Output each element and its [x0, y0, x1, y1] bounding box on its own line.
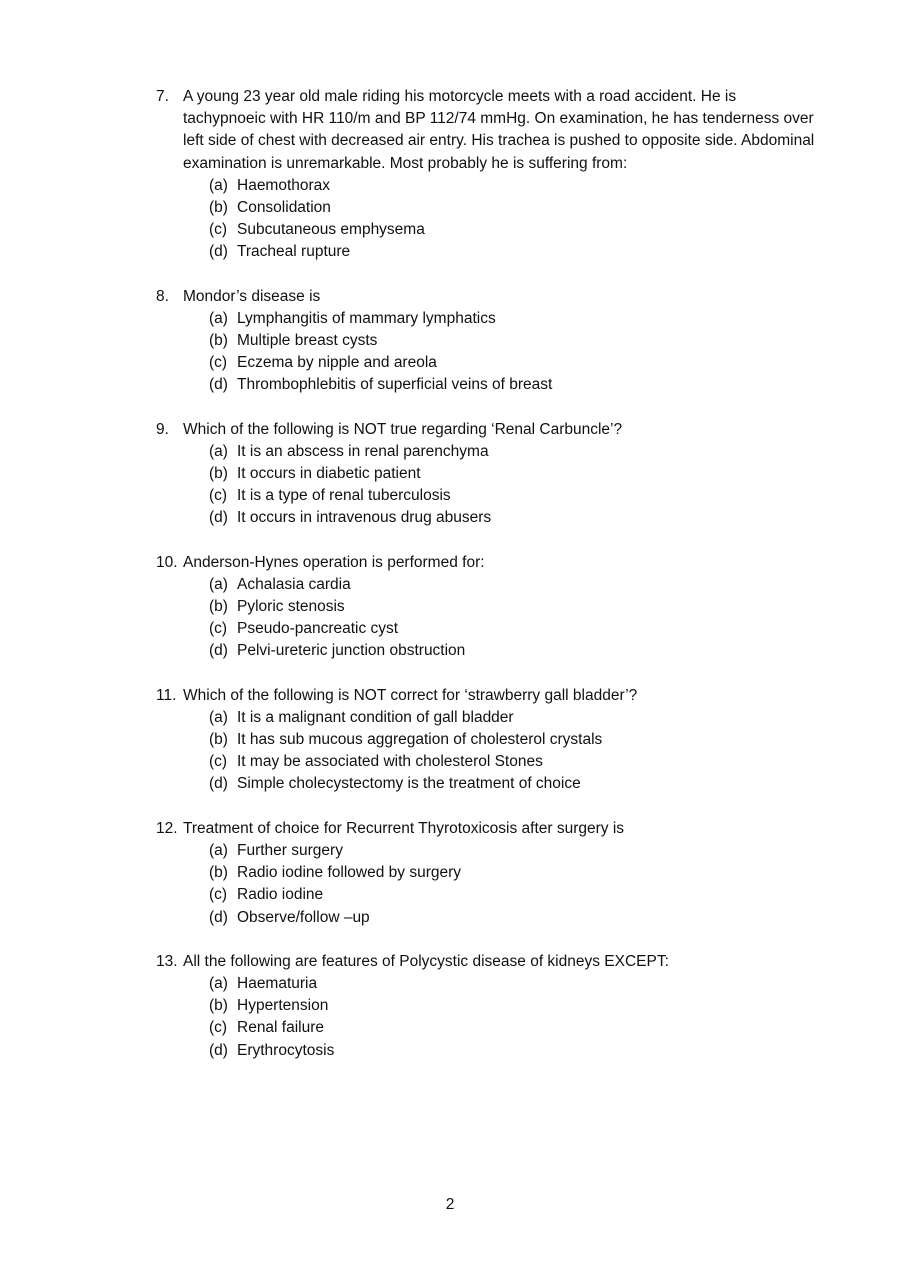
option-label: (c) [209, 620, 228, 638]
question-list [156, 86, 816, 1084]
option-a [209, 840, 816, 862]
option-text: Tracheal rupture [237, 243, 351, 261]
option-d [209, 907, 816, 929]
option-label: (b) [209, 199, 228, 217]
option-text: Erythrocytosis [237, 1041, 335, 1059]
option-list [156, 707, 816, 796]
option-c [209, 352, 816, 374]
option-label: (d) [209, 775, 228, 793]
option-label: (b) [209, 465, 228, 483]
option-c [209, 219, 816, 241]
question-number: 11. [156, 686, 177, 704]
option-label: (c) [209, 886, 228, 904]
option-label: (b) [209, 997, 228, 1015]
option-list [156, 308, 816, 397]
option-d [209, 374, 816, 396]
option-text: It occurs in intravenous drug abusers [237, 509, 492, 527]
question-stem [156, 286, 816, 308]
option-list [156, 441, 816, 530]
option-text: It may be associated with cholesterol Stones [237, 753, 543, 771]
option-b [209, 463, 816, 485]
option-list [156, 574, 816, 663]
question-text: Treatment of choice for Recurrent Thyrotoxicosis after surgery is [183, 819, 625, 837]
option-label: (d) [209, 376, 228, 394]
option-text: It has sub mucous aggregation of cholesterol crystals [237, 731, 603, 749]
question-text: Which of the following is NOT true regarding ‘Renal Carbuncle’? [183, 420, 623, 438]
question-11 [156, 685, 816, 796]
option-d [209, 773, 816, 795]
question-text: All the following are features of Polycystic disease of kidneys EXCEPT: [183, 952, 669, 970]
option-text: Haematuria [237, 974, 318, 992]
option-list [156, 973, 816, 1062]
option-text: Radio iodine [237, 886, 324, 904]
option-label: (a) [209, 974, 228, 992]
option-text: It is a type of renal tuberculosis [237, 487, 451, 505]
question-stem [156, 86, 816, 175]
question-12 [156, 818, 816, 929]
option-label: (c) [209, 487, 228, 505]
option-a [209, 175, 816, 197]
option-label: (a) [209, 176, 228, 194]
option-label: (b) [209, 731, 228, 749]
option-text: Lymphangitis of mammary lymphatics [237, 309, 496, 327]
option-text: It is an abscess in renal parenchyma [237, 442, 489, 460]
question-number: 12. [156, 819, 178, 837]
option-list [156, 840, 816, 929]
question-number: 8. [156, 287, 169, 305]
question-text: Anderson-Hynes operation is performed for: [183, 553, 485, 571]
option-label: (c) [209, 753, 228, 771]
option-text: It occurs in diabetic patient [237, 465, 421, 483]
option-label: (d) [209, 642, 228, 660]
option-text: Pseudo-pancreatic cyst [237, 620, 399, 638]
option-text: Consolidation [237, 199, 331, 217]
option-c [209, 618, 816, 640]
option-label: (d) [209, 509, 228, 527]
option-text: Renal failure [237, 1019, 325, 1037]
option-label: (b) [209, 332, 228, 350]
question-8 [156, 286, 816, 397]
option-d [209, 640, 816, 662]
option-b [209, 596, 816, 618]
option-c [209, 485, 816, 507]
option-a [209, 308, 816, 330]
question-text: Which of the following is NOT correct for ‘strawberry gall bladder’? [183, 686, 638, 704]
option-d [209, 507, 816, 529]
option-b [209, 729, 816, 751]
question-stem [156, 951, 816, 973]
option-b [209, 197, 816, 219]
question-stem [156, 419, 816, 441]
option-text: Eczema by nipple and areola [237, 354, 437, 372]
question-stem [156, 552, 816, 574]
option-text: Further surgery [237, 841, 343, 859]
option-label: (a) [209, 309, 228, 327]
option-d [209, 241, 816, 263]
option-text: It is a malignant condition of gall bladder [237, 708, 514, 726]
option-label: (a) [209, 442, 228, 460]
page-number: 2 [445, 1196, 455, 1213]
option-text: Observe/follow –up [237, 908, 370, 926]
option-label: (a) [209, 575, 228, 593]
option-label: (a) [209, 841, 228, 859]
option-label: (b) [209, 864, 228, 882]
question-text: Mondor’s disease is [183, 287, 321, 305]
option-c [209, 1017, 816, 1039]
option-label: (c) [209, 221, 228, 239]
option-list [156, 175, 816, 264]
option-a [209, 707, 816, 729]
option-label: (d) [209, 908, 228, 926]
option-text: Pyloric stenosis [237, 598, 345, 616]
option-a [209, 441, 816, 463]
option-b [209, 862, 816, 884]
question-stem [156, 685, 816, 707]
question-number: 9. [156, 420, 169, 438]
option-a [209, 574, 816, 596]
option-text: Radio iodine followed by surgery [237, 864, 462, 882]
question-number: 13. [156, 952, 178, 970]
question-7 [156, 86, 816, 264]
question-13 [156, 951, 816, 1062]
option-text: Thrombophlebitis of superficial veins of breast [237, 376, 553, 394]
option-label: (c) [209, 1019, 228, 1037]
question-9 [156, 419, 816, 530]
option-label: (b) [209, 598, 228, 616]
option-label: (d) [209, 1041, 228, 1059]
option-d [209, 1040, 816, 1062]
option-text: Subcutaneous emphysema [237, 221, 425, 239]
option-label: (a) [209, 708, 228, 726]
question-number: 7. [156, 88, 169, 105]
option-label: (c) [209, 354, 228, 372]
question-text: A young 23 year old male riding his motorcycle meets with a road accident. He is tachypnoeic with HR 110/m and BP 112/74 mmHg. On examination, he has tenderness over left side of chest with decreased air entry. His trachea is pushed to opposite side. Abdominal examination is unremarkable. Most probably he is suffering from: [183, 88, 815, 172]
option-text: Achalasia cardia [237, 575, 351, 593]
option-b [209, 330, 816, 352]
question-10 [156, 552, 816, 663]
option-text: Haemothorax [237, 176, 331, 194]
option-a [209, 973, 816, 995]
option-b [209, 995, 816, 1017]
question-number: 10. [156, 553, 178, 571]
option-text: Hypertension [237, 997, 329, 1015]
question-stem [156, 818, 816, 840]
option-c [209, 884, 816, 906]
option-label: (d) [209, 243, 228, 261]
option-text: Multiple breast cysts [237, 332, 378, 350]
option-c [209, 751, 816, 773]
option-text: Pelvi-ureteric junction obstruction [237, 642, 466, 660]
option-text: Simple cholecystectomy is the treatment of choice [237, 775, 581, 793]
